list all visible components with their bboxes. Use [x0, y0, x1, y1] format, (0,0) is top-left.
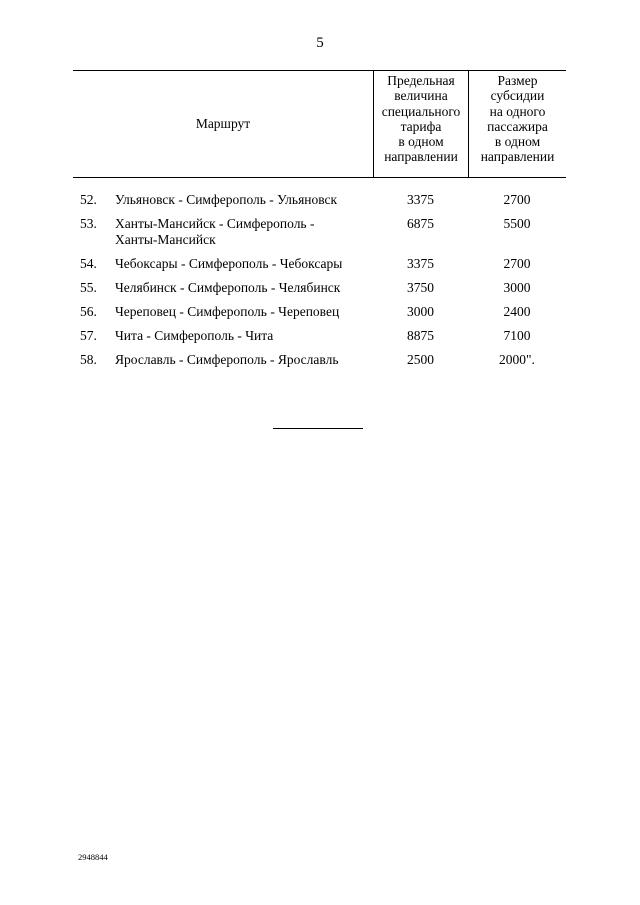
header-tariff-line: специального	[381, 103, 461, 119]
row-subsidy: 3000	[503, 280, 531, 295]
row-number: 52.	[80, 192, 97, 207]
table-row	[73, 216, 566, 256]
end-of-document-rule	[273, 428, 363, 429]
row-number: 54.	[80, 256, 97, 271]
row-route	[115, 304, 365, 320]
row-route-line: Чита - Симферополь - Чита	[115, 328, 274, 343]
header-subsidy-line: на одного	[489, 103, 546, 119]
table-row	[73, 328, 566, 352]
row-number: 55.	[80, 280, 97, 295]
header-tariff-line: величина	[394, 88, 448, 104]
row-route-line: Череповец - Симферополь - Череповец	[115, 304, 340, 319]
row-tariff: 3000	[407, 304, 434, 319]
row-route	[115, 352, 365, 368]
row-route-line: Ульяновск - Симферополь - Ульяновск	[115, 192, 338, 207]
tariff-table	[73, 70, 566, 376]
row-number: 56.	[80, 304, 97, 319]
row-route-line: Ханты-Мансийск	[115, 232, 216, 247]
header-subsidy-line: в одном	[494, 134, 541, 150]
table-row	[73, 280, 566, 304]
row-subsidy: 7100	[503, 328, 531, 343]
table-row	[73, 256, 566, 280]
header-subsidy	[468, 71, 566, 177]
header-tariff	[373, 71, 468, 177]
header-tariff-line: направлении	[384, 149, 458, 165]
row-number: 58.	[80, 352, 97, 367]
header-subsidy-line: субсидии	[490, 88, 545, 104]
header-tariff-line: тарифа	[400, 118, 442, 134]
row-route	[115, 328, 365, 344]
header-route: Маршрут	[195, 116, 251, 131]
row-route-line: Ярославль - Симферополь - Ярославль	[115, 352, 339, 367]
header-tariff-line: в одном	[398, 134, 444, 150]
header-tariff-line: Предельная	[387, 73, 455, 88]
table-row	[73, 192, 566, 216]
document-code: 2948844	[78, 852, 108, 862]
row-tariff: 3375	[407, 256, 434, 271]
table-row	[73, 352, 566, 376]
row-subsidy: 2400	[503, 304, 531, 319]
page-number: 5	[316, 35, 324, 51]
row-subsidy: 2000".	[499, 352, 535, 367]
row-number: 57.	[80, 328, 97, 343]
row-tariff: 3750	[407, 280, 434, 295]
header-subsidy-line: пассажира	[487, 118, 548, 134]
row-route-line: Чебоксары - Симферополь - Чебоксары	[115, 256, 343, 271]
row-tariff: 3375	[407, 192, 434, 207]
row-tariff: 2500	[407, 352, 434, 367]
row-route	[115, 280, 365, 296]
row-tariff: 6875	[407, 216, 434, 231]
row-route	[115, 192, 365, 208]
row-subsidy: 5500	[503, 216, 531, 231]
row-route	[115, 216, 365, 248]
row-number: 53.	[80, 216, 97, 231]
table-header	[73, 70, 566, 178]
table-body	[73, 192, 566, 376]
row-tariff: 8875	[407, 328, 434, 343]
row-route-line: Ханты-Мансийск - Симферополь -	[115, 216, 315, 231]
header-subsidy-line: направлении	[480, 149, 555, 165]
row-route	[115, 256, 365, 272]
table-row	[73, 304, 566, 328]
header-subsidy-line: Размер	[497, 73, 538, 88]
row-subsidy: 2700	[503, 256, 531, 271]
row-subsidy: 2700	[503, 192, 531, 207]
row-route-line: Челябинск - Симферополь - Челябинск	[115, 280, 341, 295]
